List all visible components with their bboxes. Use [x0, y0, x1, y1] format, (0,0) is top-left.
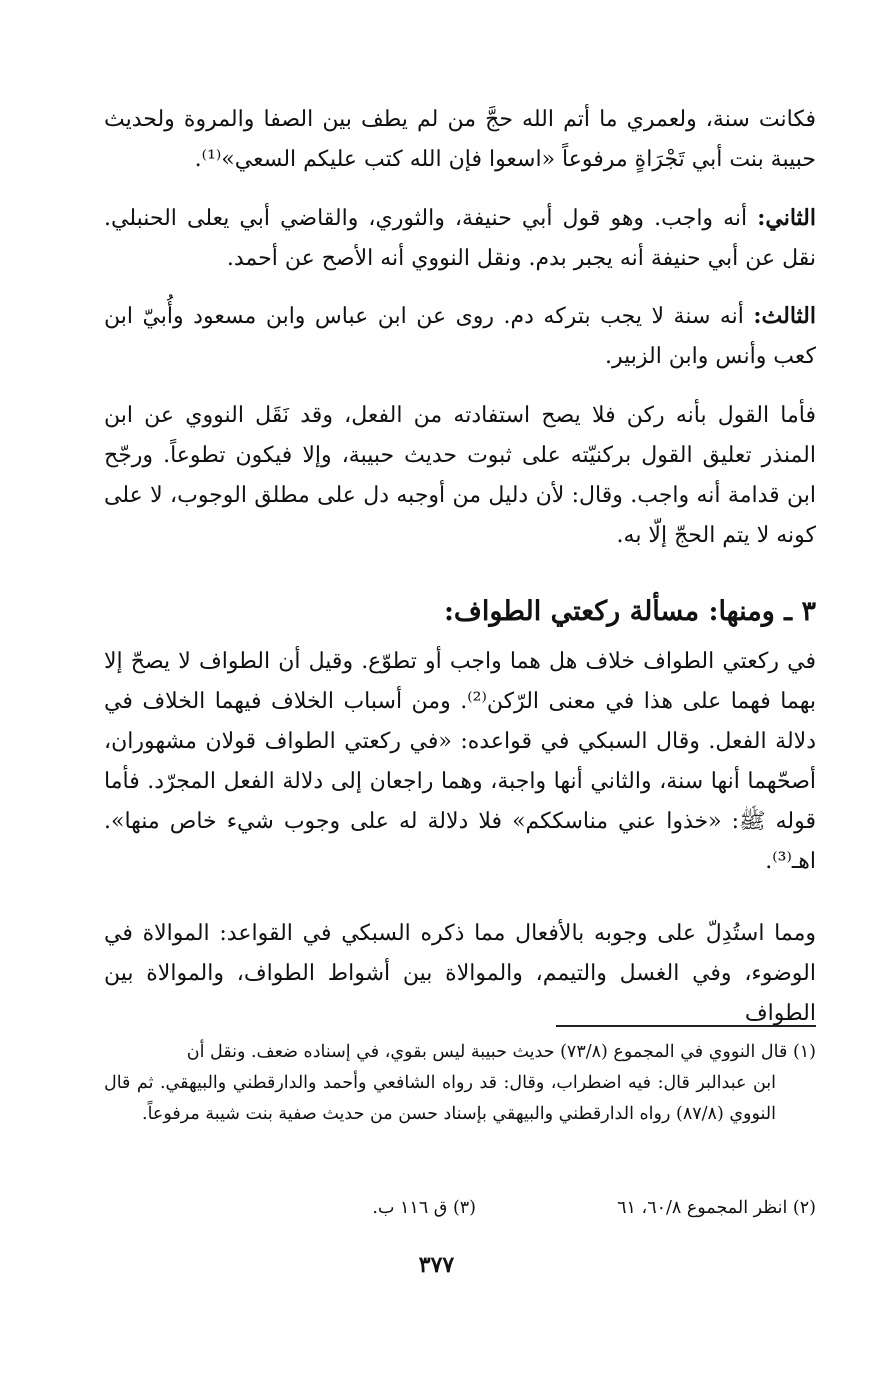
- paragraph-second-opinion: [104, 198, 816, 279]
- paragraph-3-text: أنه سنة لا يجب بتركه دم. روى عن ابن عباس وابن مسعود وأُبيّ ابن كعب وأنس وابن الزبير.: [104, 304, 816, 369]
- footnote-2: (٢) انظر المجموع ٦٠/٨، ٦١: [617, 1198, 816, 1218]
- paragraph-2-text: أنه واجب. وهو قول أبي حنيفة، والثوري، والقاضي أبي يعلى الحنبلي. نقل عن أبي حنيفة أنه يجبر بدم. ونقل النووي أنه الأصح عن أحمد.: [104, 206, 816, 271]
- paragraph-5-text: في ركعتي الطواف خلاف هل هما واجب أو تطوّع. وقيل أن الطواف لا يصحّ إلا بهما فهما على هذا في معنى الرّكن⁽²⁾. ومن أسباب الخلاف فيهما الخلاف في دلالة الفعل. وقال السبكي في قواعده: «في ركعتي الطواف قولان مشهوران، أصحّهما أنها سنة، والثاني أنها واجبة، وهما راجعان إلى دلالة الفعل المجرّد. فأما قوله ﷺ: «خذوا عني مناسككم» فلا دلالة له على وجوب شيء خاص منها». اهـ⁽³⁾.: [104, 649, 816, 874]
- footnote-1-text: قال النووي في المجموع (٧٣/٨) حديث حبيبة ليس بقوي، في إسناده ضعف. ونقل أن: [186, 1042, 788, 1062]
- footnote-1-number: (١): [792, 1042, 816, 1062]
- footnote-1-text-continued: ابن عبدالبر قال: فيه اضطراب، وقال: قد رواه الشافعي وأحمد والدارقطني والبيهقي. ثم قال النووي (٨٧/٨) رواه الدارقطني والبيهقي بإسناد حسن من حديث صفية بنت شيبة مرفوعاً.: [104, 1073, 776, 1124]
- paragraph-6: [104, 914, 816, 1034]
- paragraph-5: [104, 642, 816, 882]
- section-heading: ٣ ـ ومنها: مسألة ركعتي الطواف:: [443, 596, 816, 627]
- footnote-1-continued: [104, 1068, 816, 1130]
- paragraph-6-text: ومما استُدِلّ على وجوبه بالأفعال مما ذكره السبكي في القواعد: الموالاة في الوضوء، وفي الغسل والتيمم، والموالاة بين أشواط الطواف، والموالاة بين الطواف: [104, 921, 816, 1026]
- page-number: ٣٧٧: [418, 1252, 455, 1278]
- footnote-3: (٣) ق ١١٦ ب.: [372, 1198, 476, 1218]
- paragraph-third-opinion: [104, 296, 816, 377]
- paragraph-label: الثالث:: [753, 303, 816, 329]
- footnote-row-2-3: [104, 1193, 816, 1225]
- footnote-1: [104, 1037, 816, 1068]
- paragraph-label: الثاني:: [757, 205, 816, 231]
- paragraph-4: [104, 396, 816, 556]
- paragraph-1-text: فكانت سنة، ولعمري ما أتم الله حجَّ من لم يطف بين الصفا والمروة ولحديث حبيبة بنت أبي تَجْرَاةٍ مرفوعاً «اسعوا فإن الله كتب عليكم السعي»⁽¹⁾.: [104, 107, 816, 172]
- paragraph-1: [104, 100, 816, 180]
- footnote-separator: [556, 1025, 816, 1027]
- paragraph-4-text: فأما القول بأنه ركن فلا يصح استفادته من الفعل، وقد نَقَل النووي عن ابن المنذر تعليق القول بركنيّته على ثبوت حديث حبيبة، وإلا فيكون تطوعاً. ورجّح ابن قدامة أنه واجب. وقال: لأن دليل من أوجبه دل على مطلق الوجوب، لا على كونه لا يتم الحجّ إلّا به.: [104, 403, 817, 548]
